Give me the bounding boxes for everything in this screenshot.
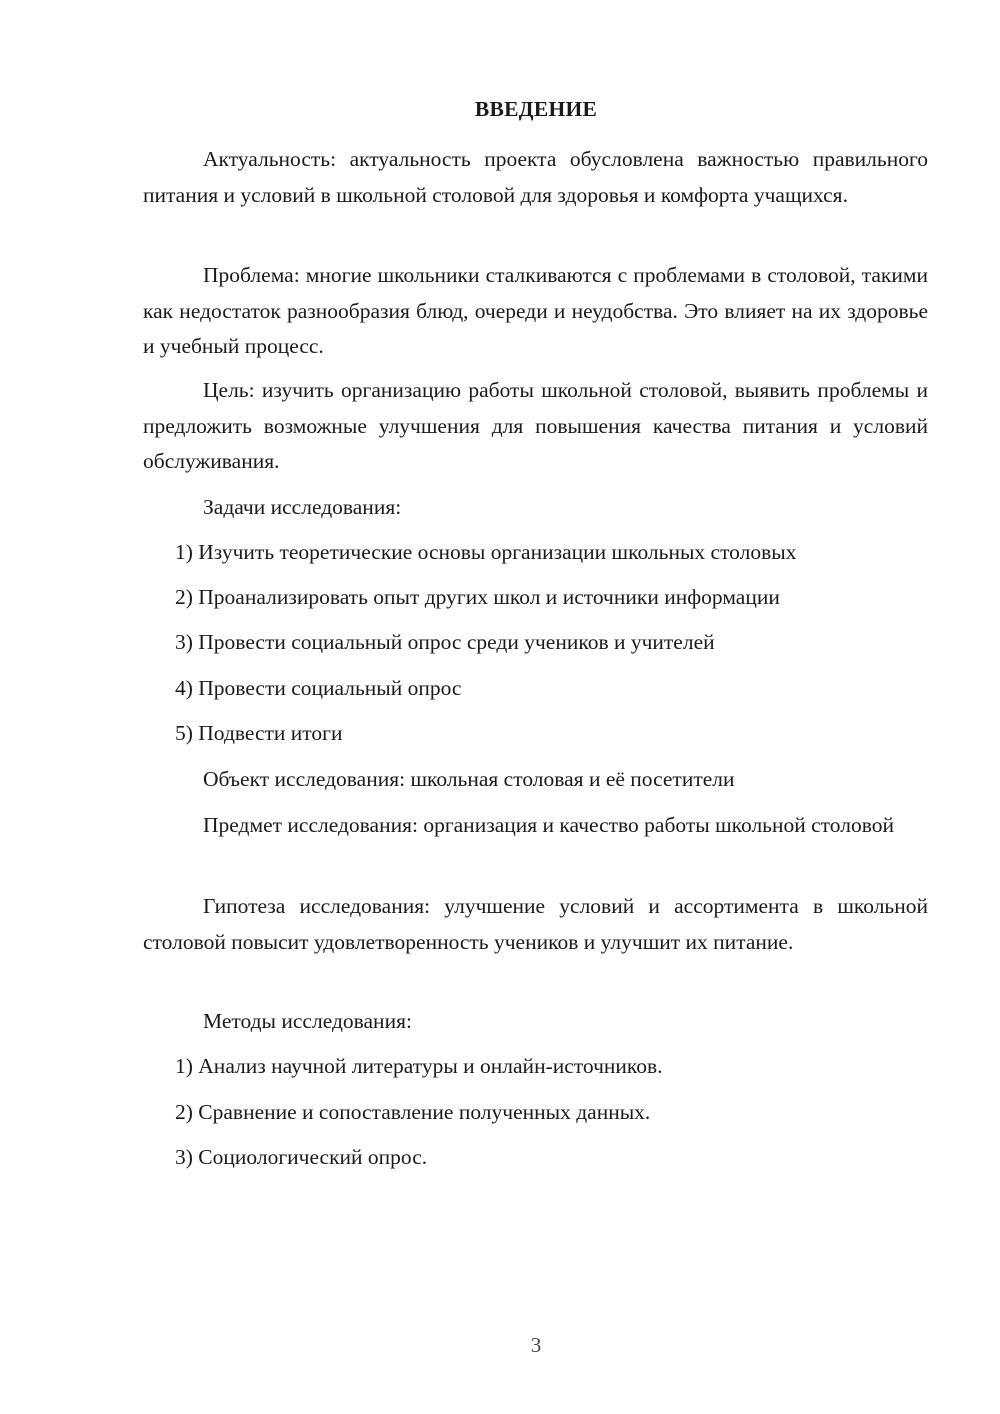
tasks-heading: Задачи исследования: (203, 495, 402, 519)
paragraph-goal: Цель: изучить организацию работы школьной столовой, выявить проблемы и предложить возможные улучшения для повышения качества питания и условий обслуживания. (143, 378, 928, 473)
method-item-2: 2) Сравнение и сопоставление полученных данных. (175, 1100, 651, 1124)
page-title: ВВЕДЕНИЕ (474, 97, 598, 121)
task-item-2: 2) Проанализировать опыт других школ и источники информации (175, 585, 780, 609)
research-subject: Предмет исследования: организация и качество работы школьной столовой (203, 813, 894, 837)
methods-heading: Методы исследования: (203, 1009, 412, 1033)
research-object: Объект исследования: школьная столовая и её посетители (203, 767, 735, 791)
method-item-3: 3) Социологический опрос. (175, 1145, 428, 1169)
research-hypothesis: Гипотеза исследования: улучшение условий и ассортимента в школьной столовой повысит удовлетворенность учеников и улучшит их питание. (143, 894, 928, 954)
page-number: 3 (530, 1333, 542, 1357)
task-item-5: 5) Подвести итоги (175, 721, 343, 745)
task-item-4: 4) Провести социальный опрос (175, 676, 462, 700)
method-item-1: 1) Анализ научной литературы и онлайн-источников. (175, 1054, 663, 1078)
paragraph-relevance: Актуальность: актуальность проекта обусловлена важностью правильного питания и условий в школьной столовой для здоровья и комфорта учащихся. (143, 147, 928, 207)
paragraph-problem: Проблема: многие школьники сталкиваются с проблемами в столовой, такими как недостаток разнообразия блюд, очереди и неудобства. Это влияет на их здоровье и учебный процесс. (143, 263, 928, 358)
task-item-3: 3) Провести социальный опрос среди учеников и учителей (175, 630, 715, 654)
task-item-1: 1) Изучить теоретические основы организации школьных столовых (175, 540, 797, 564)
